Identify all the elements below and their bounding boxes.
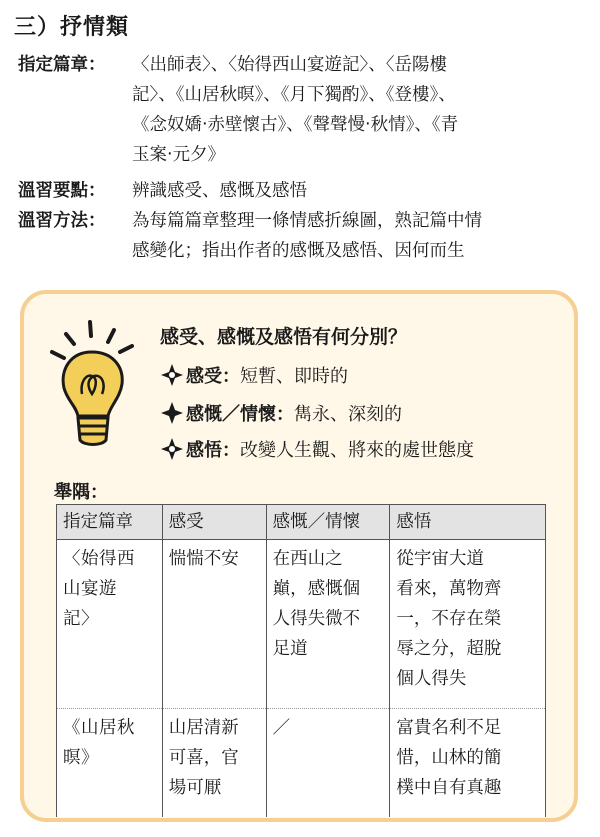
method-text [132,206,580,266]
points-text: 辨識感受、感慨及感悟 [132,181,307,201]
cell-line: 從宇宙大道 [396,549,484,569]
table-cell-feeling [162,709,266,818]
cell-line: 富貴名利不足 [396,718,502,738]
chapters-label: 指定篇章： [18,55,106,75]
chapters-line: 《念奴嬌‧赤壁懷古》、《聲聲慢‧秋情》、《青 [132,115,459,135]
table-cell-sentiment [266,540,390,709]
panel-question: 感受、感慨及感悟有何分別？ [160,326,408,348]
cell-line: 山宴遊 [63,579,117,599]
cell-line: 暝》 [63,748,99,768]
chapters-row [18,50,588,172]
points-label: 溫習要點： [18,181,106,201]
method-line: 感變化；指出作者的感慨及感悟、因何而生 [132,241,465,261]
table-cell-chapter [57,709,163,818]
cell-line: 樸中自有真趣 [396,778,502,798]
table-header: 指定篇章 [57,505,163,540]
definition-desc: 短暫、即時的 [240,366,348,387]
table-cell-insight [390,540,546,709]
cell-line: 一，不存在榮 [396,609,502,629]
four-point-star-icon [160,437,184,461]
cell-line: 山居清新 [168,718,239,738]
example-table [56,504,546,817]
cell-line: 人得失微不 [272,609,361,629]
table-header: 感悟 [390,505,546,540]
table-cell-sentiment [266,709,390,818]
cell-line: 個人得失 [396,669,467,689]
definition-desc: 改變人生觀、將來的處世態度 [240,440,474,461]
definition-desc: 雋永、深刻的 [294,404,402,425]
definition-separator: ： [222,440,240,461]
cell-line: 惴惴不安 [168,549,239,569]
chapters-line: 記〉、《山居秋暝》、《月下獨酌》、《登樓》、 [132,85,456,105]
four-point-star-icon [160,363,184,387]
table-header: 感受 [162,505,266,540]
example-label: 舉隅： [54,482,108,503]
method-line: 為每篇篇章整理一條情感折線圖，熟記篇中情 [132,211,482,231]
definition-term: 感慨／情懷 [186,404,276,425]
four-point-star-icon [160,401,184,425]
cell-line: 惜，山林的簡 [396,748,502,768]
chapters-text [132,50,580,170]
section-heading: 三）抒情類 [14,14,130,40]
cell-line: 巔，感慨個 [272,579,361,599]
cell-line: 場可厭 [168,778,222,798]
definition-separator: ： [222,366,240,387]
table-cell-chapter [57,540,163,709]
points-row [18,176,588,206]
definition-separator: ： [276,404,294,425]
definition-item [160,436,474,466]
cell-line: 〈始得西 [63,549,135,569]
cell-line: 在西山之 [272,549,343,569]
table-row [57,540,546,709]
chapters-line: 〈出師表〉、〈始得西山宴遊記〉、〈岳陽樓 [132,55,447,75]
definition-term: 感受 [186,366,222,387]
cell-line: 可喜，官 [168,748,239,768]
method-row [18,206,588,268]
cell-line: 辱之分，超脫 [396,639,502,659]
chapters-line: 玉案‧元夕》 [132,145,226,165]
table-header: 感慨／情懷 [266,505,390,540]
cell-line: 看來，萬物齊 [396,579,502,599]
method-label: 溫習方法： [18,211,106,231]
definition-item [160,400,402,430]
definition-item [160,362,348,392]
cell-line: 足道 [272,639,308,659]
lightbulb-icon [46,318,138,448]
cell-line: 《山居秋 [63,718,135,738]
definition-term: 感悟 [186,440,222,461]
table-row [57,709,546,818]
table-header-row [57,505,546,540]
cell-line: ／ [272,718,291,738]
cell-line: 記〉 [63,609,99,629]
table-cell-feeling [162,540,266,709]
table-cell-insight [390,709,546,818]
